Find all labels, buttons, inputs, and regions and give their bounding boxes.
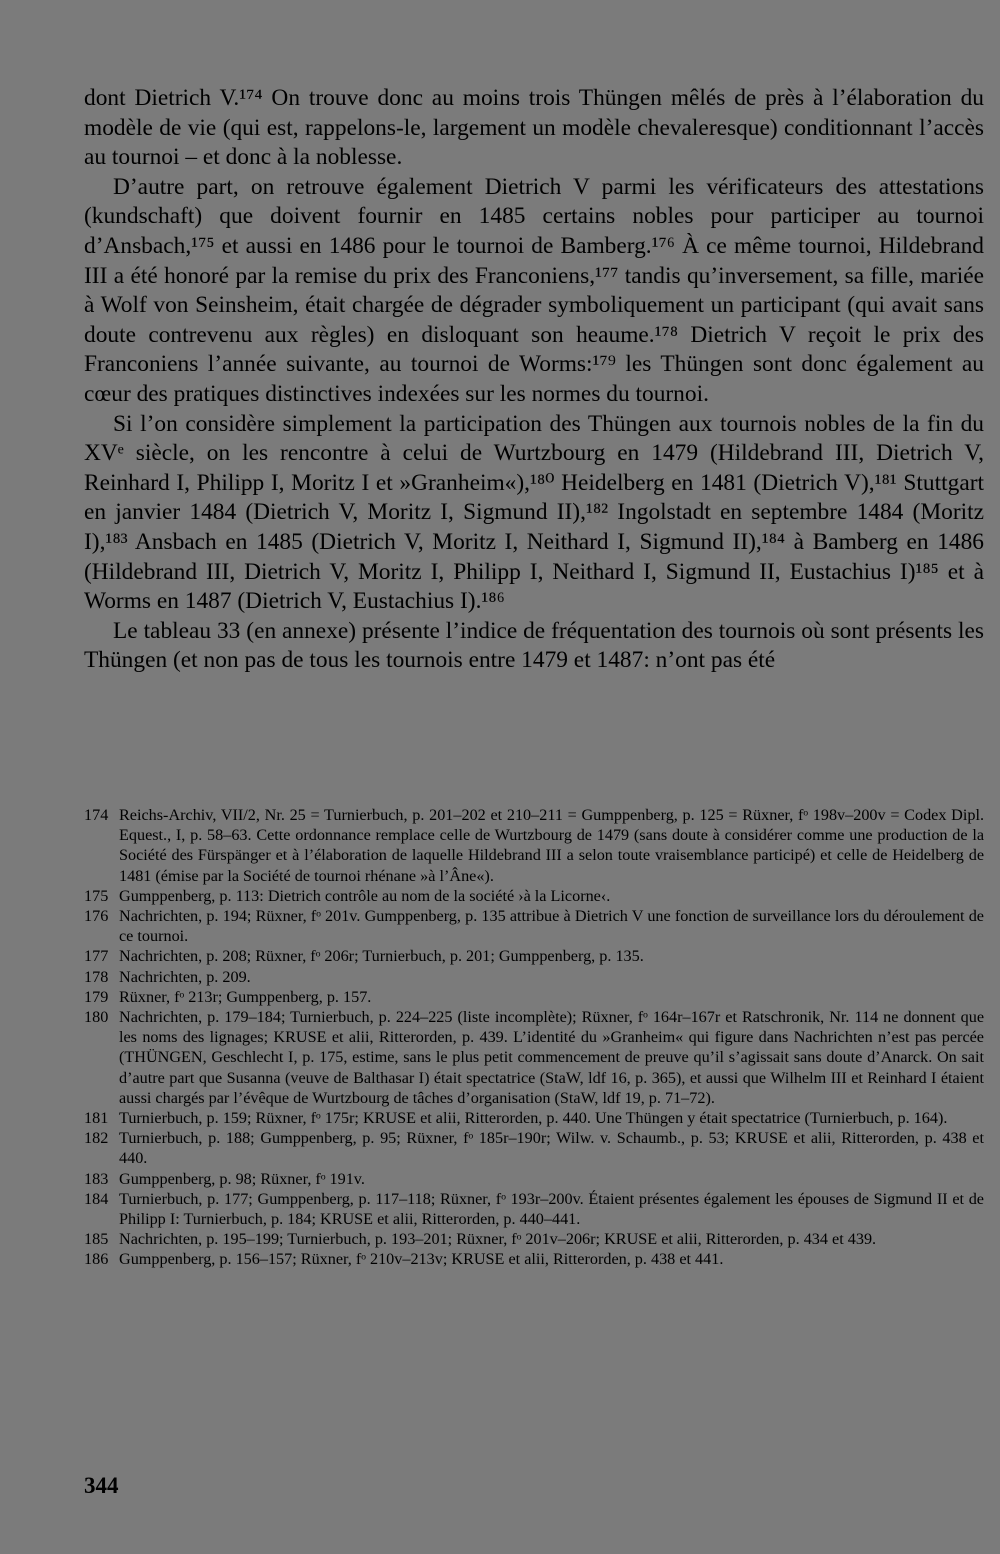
footnote-number: 178 — [84, 967, 109, 986]
footnotes — [84, 805, 984, 1270]
footnote-number: 177 — [84, 947, 109, 966]
footnote-text: Turnierbuch, p. 177; Gumppenberg, p. 117–118; Rüxner, fᵒ 193r–200v. Étaient présentes également les épouses de Sigmund II et de Philipp I: Turnierbuch, p. 184; KRUSE et alii, Ritterorden, p. 440–441. — [119, 1189, 984, 1229]
footnote-184 — [84, 1189, 984, 1229]
footnote-text: Nachrichten, p. 194; Rüxner, fᵒ 201v. Gumppenberg, p. 135 attribue à Dietrich V une fonction de surveillance lors du déroulement de ce tournoi. — [119, 907, 984, 946]
footnote-177 — [84, 946, 984, 966]
footnote-178 — [84, 967, 984, 987]
footnote-number: 180 — [84, 1008, 109, 1027]
footnote-text: Gumppenberg, p. 113: Dietrich contrôle au nom de la société ›à la Licorne‹. — [119, 886, 611, 905]
footnote-text: Gumppenberg, p. 156–157; Rüxner, fᵒ 210v–213v; KRUSE et alii, Ritterorden, p. 438 et 441. — [119, 1250, 724, 1269]
footnote-number: 176 — [84, 907, 109, 926]
footnote-number: 183 — [84, 1169, 109, 1188]
paragraph-4: Le tableau 33 (en annexe) présente l’indice de fréquentation des tournois où sont présents les Thüngen (et non pas de tous les tournois entre 1479 et 1487: n’ont pas été — [84, 617, 984, 674]
footnote-185 — [84, 1229, 984, 1249]
main-text — [84, 84, 984, 676]
paragraph-2: D’autre part, on retrouve également Dietrich V parmi les vérificateurs des attestations (kundschaft) que doivent fournir en 1485 certains nobles pour participer au tournoi d’Ansbach,¹⁷⁵ et aussi en 1486 pour le tournoi de Bamberg.¹⁷⁶ À ce même tournoi, Hildebrand III a été honoré par la remise du prix des Franconiens,¹⁷⁷ tandis qu’inversement, sa fille, mariée à Wolf von Seinsheim, était chargée de dégrader symboliquement un participant (qui avait sans doute contrevenu aux règles) en disloquant son heaume.¹⁷⁸ Dietrich V reçoit le prix des Franconiens l’année suivante, au tournoi de Worms:¹⁷⁹ les Thüngen sont donc également au cœur des pratiques distinctives indexées sur les normes du tournoi. — [84, 173, 984, 407]
footnote-number: 175 — [84, 886, 109, 905]
footnote-text: Turnierbuch, p. 188; Gumppenberg, p. 95; Rüxner, fᵒ 185r–190r; Wilw. v. Schaumb., p. 53; KRUSE et alii, Ritterorden, p. 438 et 440. — [119, 1129, 984, 1168]
footnote-179 — [84, 987, 984, 1007]
footnote-text: Rüxner, fᵒ 213r; Gumppenberg, p. 157. — [119, 987, 372, 1006]
footnote-number: 186 — [84, 1250, 109, 1269]
footnote-181 — [84, 1108, 984, 1128]
page-number: 344 — [84, 1473, 119, 1498]
footnote-175 — [84, 886, 984, 906]
footnote-text: Turnierbuch, p. 159; Rüxner, fᵒ 175r; KRUSE et alii, Ritterorden, p. 440. Une Thüngen y était spectatrice (Turnierbuch, p. 164). — [119, 1109, 948, 1128]
footnote-176 — [84, 906, 984, 946]
footnote-text: Nachrichten, p. 179–184; Turnierbuch, p. 224–225 (liste incomplète); Rüxner, fᵒ 164r–167r et Ratschronik, Nr. 114 ne donnent que les noms des lignages; KRUSE et alii, Ritterorden, p. 439. L’identité du »Granheim« qui figure dans Nachrichten n’est pas percée (THÜNGEN, Geschlecht I, p. 175, estime, sans le plus petit commencement de preuve qu’il s’agissait sans doute d’Anarck. On sait d’autre part que Susanna (veuve de Balthasar I) était spectatrice (StaW, ldf 16, p. 365), et aussi que Wilhelm III et Reinhard I étaient aussi chargés par l’évêque de Wurtzbourg de tâches d’organisation (StaW, ldf 19, p. 71–72). — [119, 1008, 984, 1107]
footnote-text: Gumppenberg, p. 98; Rüxner, fᵒ 191v. — [119, 1169, 365, 1188]
footnote-186 — [84, 1249, 984, 1269]
footnote-number: 174 — [84, 806, 109, 824]
footnote-180 — [84, 1007, 984, 1108]
footnote-text: Nachrichten, p. 208; Rüxner, fᵒ 206r; Turnierbuch, p. 201; Gumppenberg, p. 135. — [119, 947, 644, 966]
footnote-182 — [84, 1128, 984, 1168]
footnote-number: 181 — [84, 1109, 109, 1128]
footnote-text: Nachrichten, p. 209. — [119, 967, 251, 986]
footnote-number: 179 — [84, 987, 109, 1006]
paragraph-1: dont Dietrich V.¹⁷⁴ On trouve donc au moins trois Thüngen mêlés de près à l’élaboration du modèle de vie (qui est, rappelons-le, largement un modèle chevaleresque) conditionnant l’accès au tournoi – et donc à la noblesse. — [84, 85, 984, 171]
paragraph-3: Si l’on considère simplement la participation des Thüngen aux tournois nobles de la fin du XVᵉ siècle, on les rencontre à celui de Wurtzbourg en 1479 (Hildebrand III, Dietrich V, Reinhard I, Philipp I, Moritz I et »Granheim«),¹⁸⁰ Heidelberg en 1481 (Dietrich V),¹⁸¹ Stuttgart en janvier 1484 (Dietrich V, Moritz I, Sigmund II),¹⁸² Ingolstadt en septembre 1484 (Moritz I),¹⁸³ Ansbach en 1485 (Dietrich V, Moritz I, Neithard I, Sigmund II),¹⁸⁴ à Bamberg en 1486 (Hildebrand III, Dietrich V, Moritz I, Philipp I, Neithard I, Sigmund II, Eustachius I)¹⁸⁵ et à Worms en 1487 (Dietrich V, Eustachius I).¹⁸⁶ — [84, 410, 984, 615]
footnote-183 — [84, 1169, 984, 1189]
footnote-number: 185 — [84, 1230, 109, 1249]
footnote-number: 182 — [84, 1129, 109, 1148]
footnote-text: Nachrichten, p. 195–199; Turnierbuch, p. 193–201; Rüxner, fᵒ 201v–206r; KRUSE et alii, Ritterorden, p. 434 et 439. — [119, 1230, 877, 1249]
footnote-text: Reichs-Archiv, VII/2, Nr. 25 = Turnierbuch, p. 201–202 et 210–211 = Gumppenberg, p. 125 = Rüxner, fᵒ 198v–200v = Codex Dipl. Equest., I, p. 58–63. Cette ordonnance remplace celle de Wurtzbourg de 1479 (sans doute à considérer comme une production de la Société des Fürspänger et à l’élaboration de laquelle Hildebrand III a selon toute vraisemblance participé) et celle de Heidelberg de 1481 (émise par la Société de tournoi rhénane »à l’Âne«). — [119, 806, 984, 885]
footnote-174 — [84, 805, 984, 886]
footnote-number: 184 — [84, 1189, 109, 1208]
